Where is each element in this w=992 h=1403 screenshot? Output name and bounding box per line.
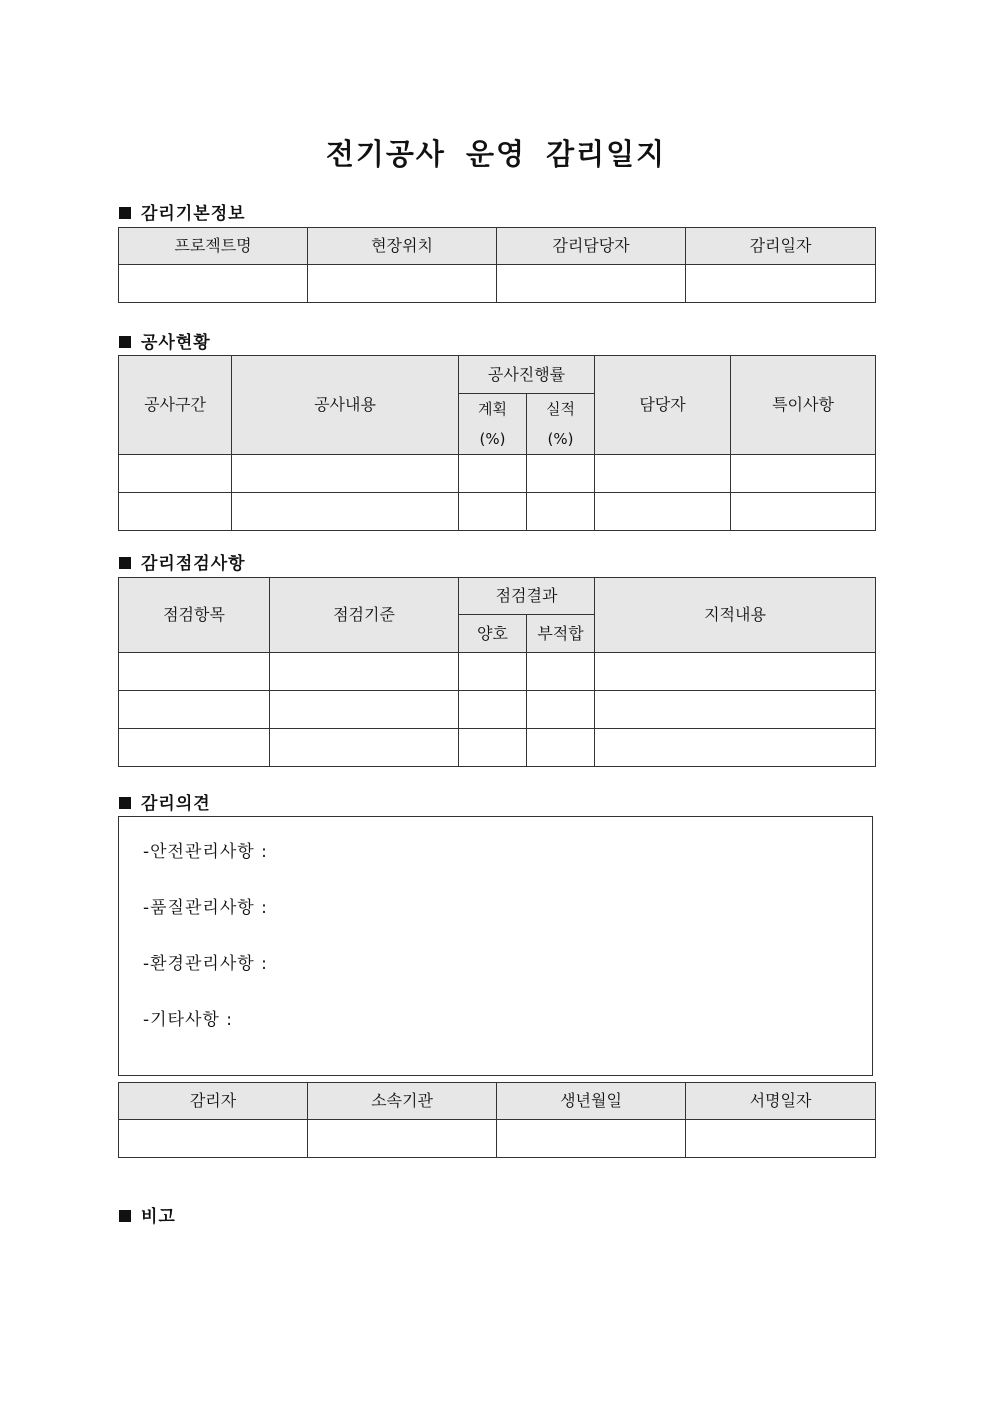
signature-date-cell[interactable] bbox=[686, 1120, 876, 1158]
nonconforming-cell[interactable] bbox=[527, 653, 595, 691]
item-cell[interactable] bbox=[119, 729, 270, 767]
table-header-row bbox=[119, 356, 876, 394]
header-content: 공사내용 bbox=[232, 356, 459, 455]
header-organization: 소속기관 bbox=[308, 1083, 497, 1120]
remarks-cell[interactable] bbox=[595, 729, 876, 767]
table-row bbox=[119, 1120, 876, 1158]
table-header-row bbox=[119, 1083, 876, 1120]
site-location-cell[interactable] bbox=[308, 265, 497, 303]
birthdate-cell[interactable] bbox=[497, 1120, 686, 1158]
header-supervisor-name: 감리자 bbox=[119, 1083, 308, 1120]
basic-info-table bbox=[118, 227, 876, 303]
notes-cell[interactable] bbox=[731, 455, 876, 493]
item-cell[interactable] bbox=[119, 691, 270, 729]
supervisor-cell[interactable] bbox=[497, 265, 686, 303]
supervision-date-cell[interactable] bbox=[686, 265, 876, 303]
square-bullet-icon bbox=[119, 1210, 131, 1222]
actual-cell[interactable] bbox=[527, 455, 595, 493]
header-actual: 실적(%) bbox=[527, 394, 595, 455]
section-heading-text: 공사현황 bbox=[141, 333, 211, 353]
nonconforming-cell[interactable] bbox=[527, 691, 595, 729]
table-row bbox=[119, 455, 876, 493]
header-manager: 담당자 bbox=[595, 356, 731, 455]
remarks-cell[interactable] bbox=[595, 691, 876, 729]
square-bullet-icon bbox=[119, 207, 131, 219]
header-birthdate: 생년월일 bbox=[497, 1083, 686, 1120]
opinion-other: -기타사항 : bbox=[143, 1010, 233, 1030]
criteria-cell[interactable] bbox=[270, 653, 459, 691]
opinion-safety: -안전관리사항 : bbox=[143, 842, 268, 862]
square-bullet-icon bbox=[119, 557, 131, 569]
header-project-name: 프로젝트명 bbox=[119, 228, 308, 265]
plan-cell[interactable] bbox=[459, 493, 527, 531]
header-notes: 특이사항 bbox=[731, 356, 876, 455]
opinion-quality: -품질관리사항 : bbox=[143, 898, 268, 918]
header-plan: 계획(%) bbox=[459, 394, 527, 455]
content-cell[interactable] bbox=[232, 493, 459, 531]
table-header-row bbox=[119, 578, 876, 615]
table-row bbox=[119, 265, 876, 303]
square-bullet-icon bbox=[119, 797, 131, 809]
table-row bbox=[119, 691, 876, 729]
content-cell[interactable] bbox=[232, 455, 459, 493]
section-heading-status bbox=[119, 328, 211, 353]
nonconforming-cell[interactable] bbox=[527, 729, 595, 767]
criteria-cell[interactable] bbox=[270, 691, 459, 729]
section-cell[interactable] bbox=[119, 493, 232, 531]
header-site-location: 현장위치 bbox=[308, 228, 497, 265]
signature-table bbox=[118, 1082, 876, 1158]
manager-cell[interactable] bbox=[595, 455, 731, 493]
remarks-cell[interactable] bbox=[595, 653, 876, 691]
inspection-table bbox=[118, 577, 876, 767]
section-heading-text: 비고 bbox=[141, 1207, 176, 1227]
section-heading-inspection bbox=[119, 549, 246, 574]
good-cell[interactable] bbox=[459, 653, 527, 691]
section-heading-text: 감리점검사항 bbox=[141, 554, 246, 574]
header-item: 점검항목 bbox=[119, 578, 270, 653]
good-cell[interactable] bbox=[459, 729, 527, 767]
header-progress: 공사진행률 bbox=[459, 356, 595, 394]
opinion-box[interactable] bbox=[118, 816, 873, 1076]
construction-status-table bbox=[118, 355, 876, 531]
page-title: 전기공사 운영 감리일지 bbox=[325, 137, 667, 171]
actual-cell[interactable] bbox=[527, 493, 595, 531]
plan-cell[interactable] bbox=[459, 455, 527, 493]
opinion-environment: -환경관리사항 : bbox=[143, 954, 268, 974]
header-supervisor: 감리담당자 bbox=[497, 228, 686, 265]
header-signature-date: 서명일자 bbox=[686, 1083, 876, 1120]
criteria-cell[interactable] bbox=[270, 729, 459, 767]
organization-cell[interactable] bbox=[308, 1120, 497, 1158]
header-remarks: 지적내용 bbox=[595, 578, 876, 653]
header-section: 공사구간 bbox=[119, 356, 232, 455]
table-header-row bbox=[119, 228, 876, 265]
section-heading-text: 감리의견 bbox=[141, 794, 211, 814]
section-heading-opinion bbox=[119, 789, 211, 814]
project-name-cell[interactable] bbox=[119, 265, 308, 303]
manager-cell[interactable] bbox=[595, 493, 731, 531]
header-nonconforming: 부적합 bbox=[527, 615, 595, 653]
square-bullet-icon bbox=[119, 336, 131, 348]
section-heading-basic-info bbox=[119, 199, 246, 224]
table-row bbox=[119, 653, 876, 691]
good-cell[interactable] bbox=[459, 691, 527, 729]
item-cell[interactable] bbox=[119, 653, 270, 691]
section-cell[interactable] bbox=[119, 455, 232, 493]
header-result: 점검결과 bbox=[459, 578, 595, 615]
header-supervision-date: 감리일자 bbox=[686, 228, 876, 265]
section-heading-text: 감리기본정보 bbox=[141, 204, 246, 224]
section-heading-remarks bbox=[119, 1202, 176, 1227]
header-good: 양호 bbox=[459, 615, 527, 653]
table-row bbox=[119, 729, 876, 767]
header-criteria: 점검기준 bbox=[270, 578, 459, 653]
supervisor-name-cell[interactable] bbox=[119, 1120, 308, 1158]
notes-cell[interactable] bbox=[731, 493, 876, 531]
table-row bbox=[119, 493, 876, 531]
